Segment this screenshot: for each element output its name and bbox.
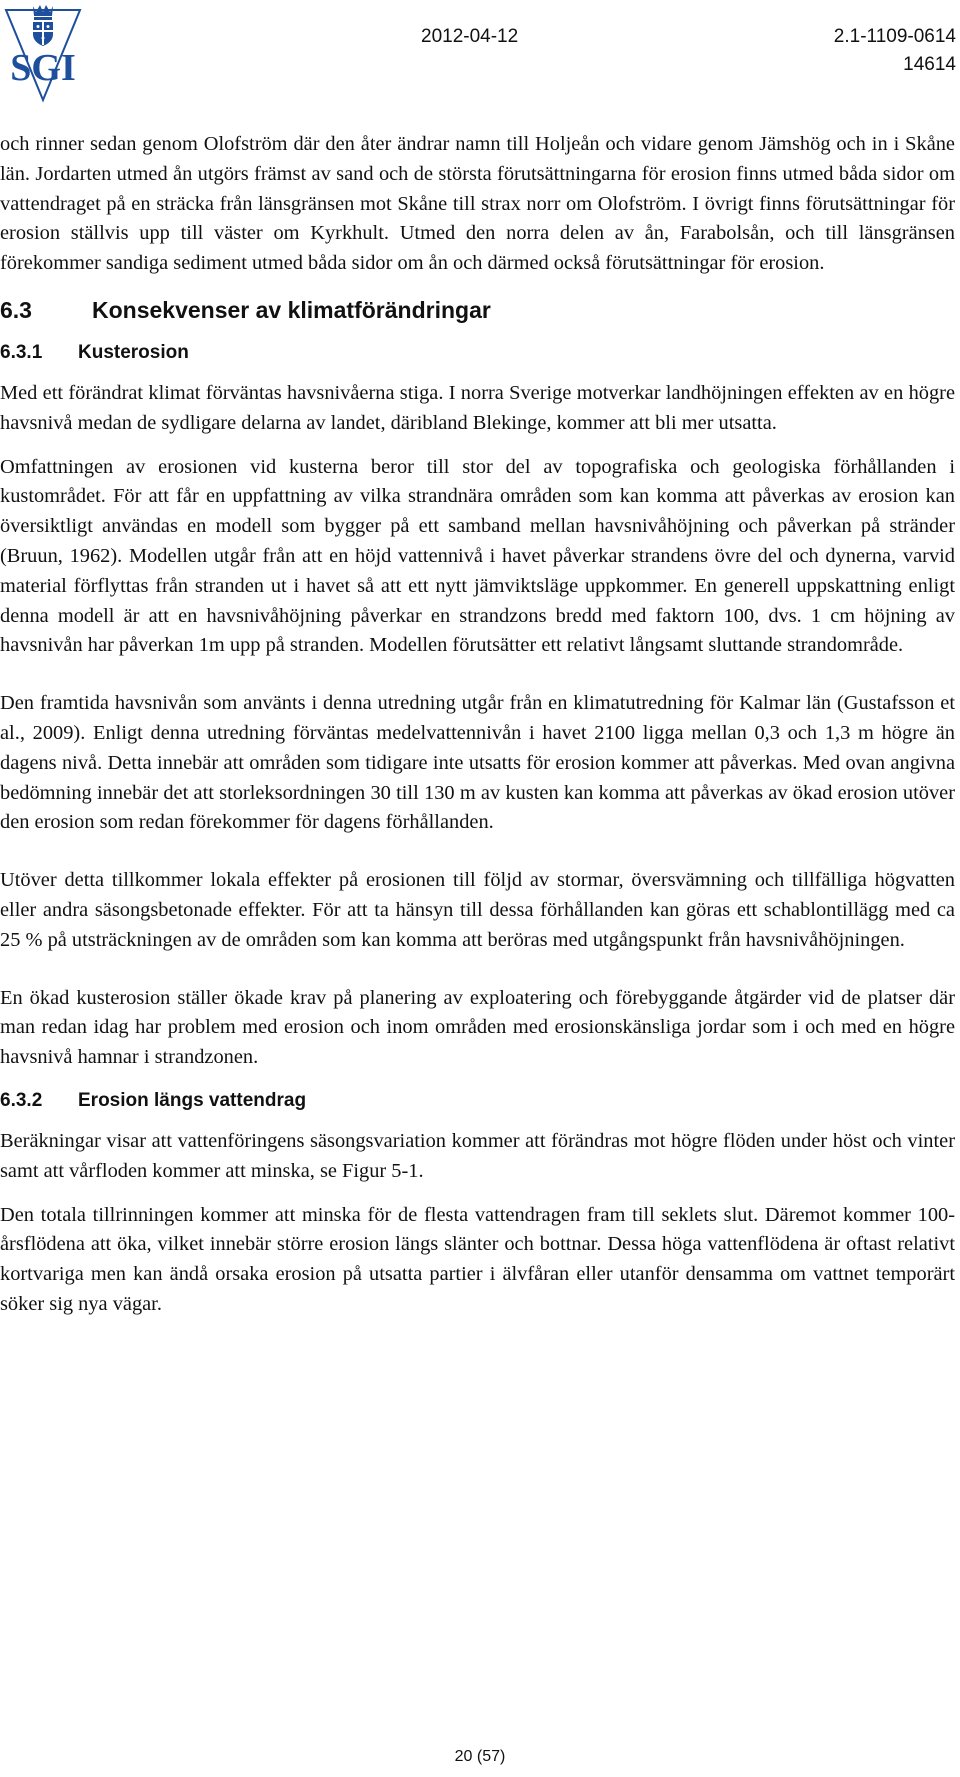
paragraph: och rinner sedan genom Olofström där den åter ändrar namn till Holjeån och vidare genom Jämshög och in i Skåne län. Jordarten utmed ån utgörs främst av sand och de största förutsättningarna för erosion finns utmed båda sidor om vattendraget på en sträcka från länsgränsen mot Skåne till strax norr om Olofström. I övrigt finns förutsättningar för erosion ställvis upp till väster om Kyrkhult. Utmed den norra delen av ån, Farabolsån, och till länsgränsen förekommer sandiga sediment utmed båda sidor om ån och därmed också förutsättningar för erosion. xyxy=(0,133,955,275)
document-reference: 2.1-1109-0614 xyxy=(833,26,956,47)
subsection-number: 6.3.1 xyxy=(0,341,43,363)
section-number: 6.3 xyxy=(0,296,32,323)
section-heading-6-3 xyxy=(0,295,955,325)
paragraph: Den framtida havsnivån som använts i denna utredning utgår från en klimatutredning för Kalmar län (Gustafsson et al., 2009). Enligt denna utredning förväntas medelvattennivån i havet 2100 ligga mellan 0,3 och 1,3 m högre än dagens nivå. Detta innebär att områden som tidigare inte utsatts för erosion kommer att påverkas. Med ovan angivna bedömning innebär det att storleksordningen 30 till 130 m av kusten kan komma att påverkas av ökad erosion utöver den erosion som redan förekommer för dagens förhållanden. xyxy=(0,692,955,834)
page-number: 20 (57) xyxy=(454,1748,506,1765)
paragraph: Omfattningen av erosionen vid kusterna beror till stor del av topografiska och geologiska förhållanden i kustområdet. För att får en uppfattning av vilka strandnära områden som kan komma att påverkas av erosion kan översiktligt användas en modell som bygger på ett samband mellan havsnivåhöjning och påverkan på stränder (Bruun, 1962). Modellen utgår från att en höjd vattennivå i havet påverkar strandens övre del och dynerna, varvid material förflyttas från stranden ut i havet så att ett nytt jämviktsläge uppkommer. En generell uppskattning enligt denna modell är att en havsnivåhöjning påverkar en strandzons bredd med faktorn 100, dvs. 1 cm höjning av havsnivån har påverkan 1m upp på stranden. Modellen förutsätter ett relativt långsamt sluttande strandområde. xyxy=(0,455,955,657)
paragraph: En ökad kusterosion ställer ökade krav på planering av exploatering och förebyggande åtgärder vid de platser där man redan idag har problem med erosion och inom områden med erosionskänsliga jordar som i och med en högre havsnivå hamnar i strandzonen. xyxy=(0,986,955,1069)
section-title: Konsekvenser av klimatförändringar xyxy=(92,296,491,323)
document-body xyxy=(0,130,955,1320)
paragraph: Utöver detta tillkommer lokala effekter på erosionen till följd av stormar, översvämning och tillfälliga högvatten eller andra säsongsbetonade effekter. För att ta hänsyn till dessa förhållanden kan göras ett schablontillägg med ca 25 % på utsträckningen av de områden som kan komma att beröras med utgångspunkt från havsnivåhöjningen. xyxy=(0,869,955,951)
subsection-heading-6-3-2 xyxy=(0,1087,955,1115)
subsection-title: Erosion längs vattendrag xyxy=(78,1089,307,1111)
document-date: 2012-04-12 xyxy=(421,26,519,47)
document-number: 14614 xyxy=(903,54,956,75)
subsection-heading-6-3-1 xyxy=(0,339,955,367)
logo-letters: SGI xyxy=(10,47,76,89)
paragraph: Med ett förändrat klimat förväntas havsnivåerna stiga. I norra Sverige motverkar landhöjningen effekten av en högre havsnivå medan de sydligare delarna av landet, däribland Blekinge, kommer att bli mer utsatta. xyxy=(0,381,955,434)
sgi-logo xyxy=(0,0,86,104)
paragraph: Beräkningar visar att vattenföringens säsongsvariation kommer att förändras mot högre flöden under höst och vinter samt att vårfloden kommer att minska, se Figur 5-1. xyxy=(0,1129,955,1182)
subsection-number: 6.3.2 xyxy=(0,1089,43,1111)
subsection-title: Kusterosion xyxy=(78,341,189,363)
paragraph: Den totala tillrinningen kommer att minska för de flesta vattendragen fram till seklets slut. Däremot kommer 100-årsflödena att öka, vilket innebär större erosion längs slänter och bottnar. Dessa höga vattenflödena är oftast relativt kortvariga men kan ändå orsaka erosion på utsatta partier i älvfåran eller utanför densamma om vattnet temporärt söker sig nya vägar. xyxy=(0,1203,955,1315)
